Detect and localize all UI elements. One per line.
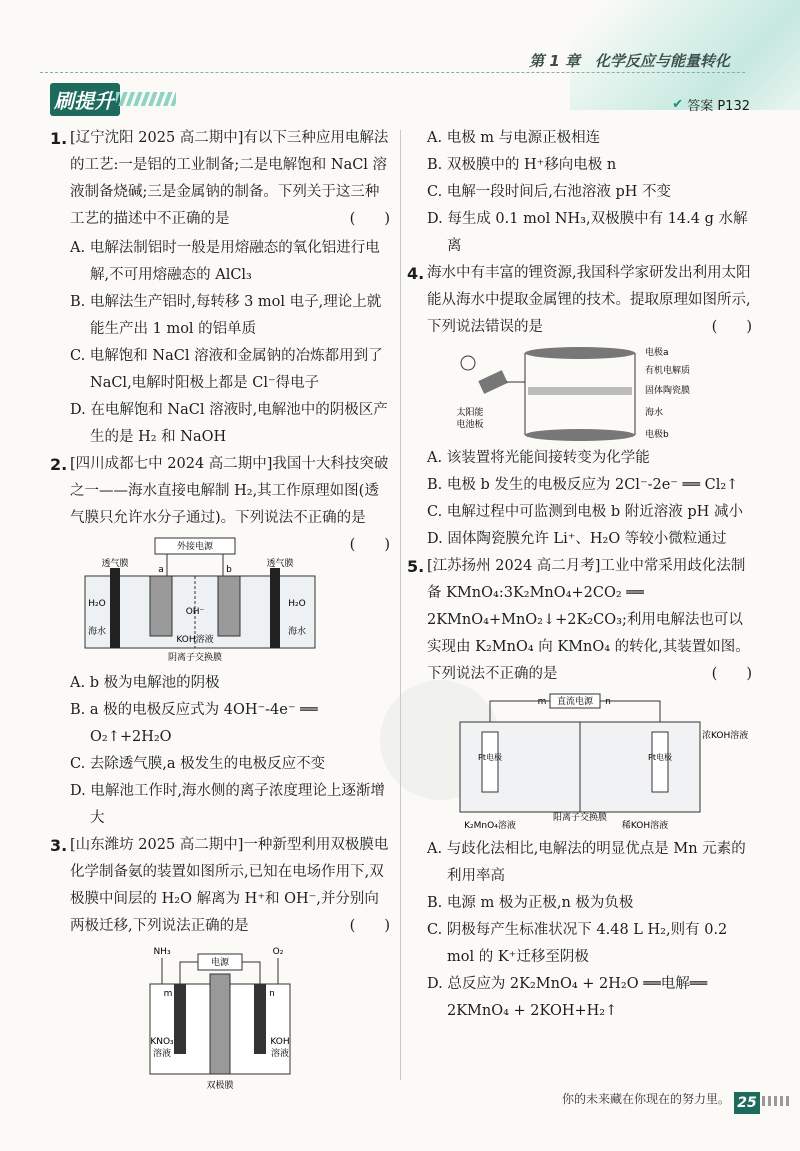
fig-a: a: [158, 565, 164, 575]
fig-pt-right: Pt电极: [647, 753, 672, 762]
fig-h2o-right: H₂O: [288, 599, 306, 609]
fig-o2: O₂: [272, 947, 284, 957]
chapter-title: 第 1 章 化学反应与能量转化: [529, 52, 730, 70]
question-3: [50, 832, 390, 940]
fig-h2o-left: H₂O: [88, 599, 106, 609]
question-stem: [四川成都七中 2024 高二期中]我国十大科技突破之一——海水直接电解制 H₂,其工作原理如图(透气膜只允许水分子通过)。下列说法不正确的是: [70, 456, 389, 526]
option-a: A. 电极 m 与电源正极相连: [427, 130, 601, 146]
fig-nh3: NH₃: [153, 947, 171, 957]
option-c: C. 阴极每产生标准状况下 4.48 L H₂,则有 0.2 mol 的 K⁺迁移至阴极: [427, 922, 728, 965]
fig-power-label: 外接电源: [176, 542, 213, 552]
option-b: B. 电极 b 发生的电极反应为 2Cl⁻-2e⁻ ══ Cl₂↑: [427, 477, 739, 493]
option-a: A. 与歧化法相比,电解法的明显优点是 Mn 元素的利用率高: [427, 841, 746, 884]
fig-pt-left: Pt电极: [477, 753, 502, 762]
option-c: C. 电解过程中可监测到电极 b 附近溶液 pH 减小: [427, 504, 743, 520]
option-b: B. a 极的电极反应式为 4OH⁻-4e⁻ ══ O₂↑+2H₂O: [70, 702, 318, 745]
option-b: B. 双极膜中的 H⁺移向电极 n: [427, 157, 617, 173]
question-stem: 海水中有丰富的锂资源,我国科学家研发出利用太阳能从海水中提取金属锂的技术。提取原理如图所示,下列说法错误的是: [427, 265, 751, 335]
fig-n: n: [269, 989, 275, 999]
fig-left-film: 透气膜: [101, 559, 129, 569]
question-number: 2.: [50, 455, 68, 474]
fig-organic: 有机电解质: [644, 366, 690, 376]
option-d: D. 在电解饱和 NaCl 溶液时,电解池中的阴极区产生的是 H₂ 和 NaOH: [70, 402, 388, 445]
fig-electrode-b: 电极b: [644, 430, 669, 440]
question-number: 5.: [407, 557, 425, 576]
fig-n: n: [604, 697, 611, 707]
option-a: A. b 极为电解池的阴极: [70, 675, 220, 691]
brand-label: 刷提升: [50, 83, 120, 116]
fig-right-film: 透气膜: [266, 559, 294, 569]
question-1: [50, 125, 390, 233]
option-c: C. 去除透气膜,a 极发生的电极反应不变: [70, 756, 326, 772]
check-icon: ✔: [672, 97, 684, 112]
option-a: A. 电解法制铝时一般是用熔融态的氧化铝进行电解,不可用熔融态的 AlCl₃: [70, 240, 380, 283]
fig-sea: 海水: [644, 408, 663, 418]
fig-power-label: 直流电源: [556, 697, 593, 707]
fig-m: m: [163, 989, 173, 999]
fig-membrane: 双极膜: [206, 1081, 234, 1091]
fig-sea-left: 海水: [87, 627, 106, 637]
option-b: B. 电解法生产铝时,每转移 3 mol 电子,理论上就能生产出 1 mol 的铝单质: [70, 294, 382, 337]
fig-membrane: 阴离子交换膜: [167, 653, 222, 663]
footer-motto: 你的未来藏在你现在的努力里。: [561, 1092, 730, 1106]
question-stem: [江苏扬州 2024 高二月考]工业中常采用歧化法制备 KMnO₄:3K₂MnO₄+2CO₂ ══ 2KMnO₄+MnO₂↓+2K₂CO₃;利用电解法也可以实现由 K₂MnO₄ 向 KMnO₄ 的转化,其装置如图。下列说法不正确的是: [427, 558, 750, 682]
fig-m: m: [537, 697, 546, 707]
fig-ceramic: 固体陶瓷膜: [644, 386, 690, 396]
fig-outlet: 浓KOH溶液: [701, 731, 748, 741]
page-number: 25: [734, 1092, 760, 1114]
question-stem: [山东潍坊 2025 高二期中]一种新型利用双极膜电化学制备氨的装置如图所示,已知在电场作用下,双极膜中间层的 H₂O 解离为 H⁺和 OH⁻,并分别向两极迁移,下列说法正确的是: [70, 837, 389, 934]
fig-panel-2: 电池板: [455, 420, 484, 430]
right-column: [407, 125, 752, 1025]
fig-sea-right: 海水: [287, 627, 306, 637]
fig-b: b: [225, 565, 232, 575]
fig-kno3: KNO₃: [150, 1037, 174, 1047]
fig-koh: KOH溶液: [176, 635, 214, 645]
answer-paren: ( ): [349, 211, 390, 227]
left-column: [50, 125, 390, 1098]
option-c: C. 电解一段时间后,右池溶液 pH 不变: [427, 184, 672, 200]
option-d: D. 固体陶瓷膜允许 Li⁺、H₂O 等较小微粒通过: [427, 531, 727, 547]
fig-membrane: 阳离子交换膜: [552, 813, 607, 823]
answer-page-label: 答案 P132: [687, 99, 750, 114]
fig-electrode-a: 电极a: [644, 348, 669, 358]
option-c: C. 电解饱和 NaCl 溶液和金属钠的冶炼都用到了 NaCl,电解时阳极上都是 Cl⁻得电子: [70, 348, 383, 391]
question-stem: [辽宁沈阳 2025 高二期中]有以下三种应用电解法的工艺:一是铝的工业制备;二是电解饱和 NaCl 溶液制备烧碱;三是金属钠的制备。下列关于这三种工艺的描述中不正确的是: [70, 130, 389, 227]
question-number: 4.: [407, 264, 425, 283]
fig-koh-solution: 溶液: [270, 1049, 290, 1059]
fig-panel: 太阳能: [455, 408, 484, 418]
fig-inlet-left: K₂MnO₄溶液: [463, 821, 516, 831]
section-brand: [50, 82, 176, 116]
permanganate-electrolysis-figure: [430, 692, 748, 832]
question-5: [407, 553, 752, 688]
header-divider: [40, 72, 745, 73]
question-number: 1.: [50, 129, 68, 148]
fig-inlet-right: 稀KOH溶液: [621, 821, 668, 831]
question-number: 3.: [50, 836, 68, 855]
option-b: B. 电源 m 极为正极,n 极为负极: [427, 895, 634, 911]
answer-paren: ( ): [349, 537, 390, 553]
answer-paren: ( ): [711, 666, 752, 682]
answer-paren: ( ): [349, 918, 390, 934]
brand-stripe: [116, 92, 176, 106]
answer-reference: [672, 95, 750, 114]
column-divider: [400, 130, 401, 1080]
question-4: [407, 260, 752, 341]
option-d: D. 每生成 0.1 mol NH₃,双极膜中有 14.4 g 水解离: [427, 211, 748, 254]
fig-koh: KOH: [270, 1037, 290, 1047]
fig-power-label: 电源: [210, 958, 230, 968]
fig-oh: OH⁻: [185, 607, 205, 617]
answer-paren: ( ): [711, 319, 752, 335]
seawater-electrolysis-figure: [75, 536, 325, 666]
option-a: A. 该装置将光能间接转变为化学能: [427, 450, 650, 466]
fig-kno3-solution: 溶液: [152, 1049, 172, 1059]
page-dots: [762, 1096, 790, 1106]
option-d: D. 总反应为 2K₂MnO₄ + 2H₂O ══电解══ 2KMnO₄ + 2KOH+H₂↑: [427, 976, 708, 1019]
option-d: D. 电解池工作时,海水侧的离子浓度理论上逐渐增大: [70, 783, 385, 826]
bipolar-membrane-figure: [140, 944, 300, 1094]
lithium-extraction-figure: [450, 345, 710, 441]
